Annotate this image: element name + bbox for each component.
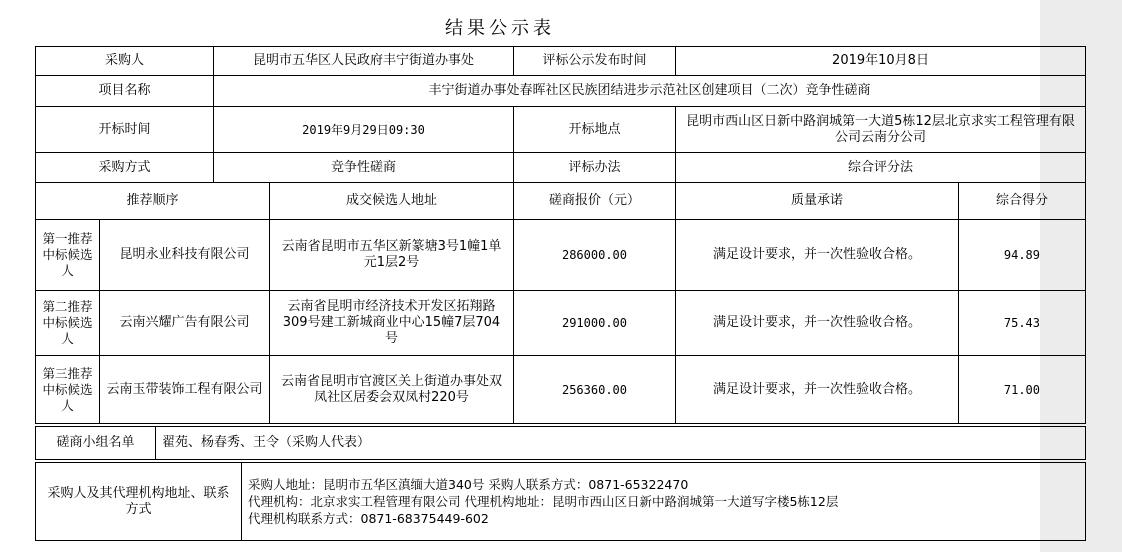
results-table <box>35 46 1086 424</box>
candidate-1-quality: 满足设计要求，并一次性验收合格。 <box>676 220 959 291</box>
contact-line-2: 代理机构：北京求实工程管理有限公司 代理机构地址：昆明市西山区日新中路润城第一大道写字楼5栋12层 <box>248 494 839 509</box>
candidate-2-name: 云南兴耀广告有限公司 <box>100 291 270 356</box>
method-label: 采购方式 <box>36 153 214 183</box>
candidate-3-quality: 满足设计要求，并一次性验收合格。 <box>676 356 959 423</box>
project-value: 丰宁街道办事处春晖社区民族团结进步示范社区创建项目（二次）竞争性磋商 <box>214 76 1085 107</box>
method-value: 竞争性磋商 <box>214 153 514 183</box>
eval-method-label: 评标办法 <box>514 153 676 183</box>
col-address-header: 成交候选人地址 <box>270 183 514 220</box>
col-price-header: 磋商报价（元） <box>514 183 676 220</box>
buyer-value: 昆明市五华区人民政府丰宁街道办事处 <box>214 47 514 76</box>
contact-line-1: 采购人地址：昆明市五华区滇缅大道340号 采购人联系方式：0871-65322470 <box>248 477 689 492</box>
open-place-label: 开标地点 <box>514 107 676 153</box>
candidate-1-address: 云南省昆明市五华区新篆塘3号1幢1单元1层2号 <box>270 220 514 291</box>
open-time-value: 2019年9月29日09:30 <box>214 107 514 153</box>
candidate-1-name: 昆明永业科技有限公司 <box>100 220 270 291</box>
contact-line-3: 代理机构联系方式：0871-68375449-602 <box>248 511 489 526</box>
panel-value: 翟苑、杨春秀、王令（采购人代表） <box>162 435 371 450</box>
col-rank-header: 推荐顺序 <box>36 183 270 220</box>
col-score-header: 综合得分 <box>959 183 1085 220</box>
panel-label: 磋商小组名单 <box>36 427 156 459</box>
candidate-3-rank: 第三推荐中标候选人 <box>36 356 100 423</box>
publish-time-value: 2019年10月8日 <box>676 47 1085 76</box>
contact-row <box>35 462 1086 541</box>
candidate-3-price: 256360.00 <box>514 356 676 423</box>
candidate-2-address: 云南省昆明市经济技术开发区拓翔路309号建工新城商业中心15幢7层704号 <box>270 291 514 356</box>
candidate-3-score: 71.00 <box>1003 382 1040 397</box>
candidate-2-score: 75.43 <box>959 291 1085 356</box>
panel-row <box>35 426 1086 460</box>
page-title: 结果公示表 <box>445 18 555 39</box>
candidate-3-name: 云南玉带装饰工程有限公司 <box>100 356 270 423</box>
project-label: 项目名称 <box>36 76 214 107</box>
candidate-3-address: 云南省昆明市官渡区关上街道办事处双凤社区居委会双凤村220号 <box>270 356 514 423</box>
buyer-label: 采购人 <box>36 47 214 76</box>
contact-details <box>242 463 1085 540</box>
eval-method-value: 综合评分法 <box>676 153 1085 183</box>
candidate-1-score: 94.89 <box>959 220 1085 291</box>
open-time-label: 开标时间 <box>36 107 214 153</box>
publish-time-label: 评标公示发布时间 <box>514 47 676 76</box>
candidate-1-price: 286000.00 <box>514 220 676 291</box>
open-place-value: 昆明市西山区日新中路润城第一大道5栋12层北京求实工程管理有限公司云南分公司 <box>676 107 1085 153</box>
candidate-2-price: 291000.00 <box>514 291 676 356</box>
contact-label: 采购人及其代理机构地址、联系方式 <box>36 463 242 540</box>
candidate-2-rank: 第二推荐中标候选人 <box>36 291 100 356</box>
candidate-1-rank: 第一推荐中标候选人 <box>36 220 100 291</box>
candidate-2-quality: 满足设计要求，并一次性验收合格。 <box>676 291 959 356</box>
col-quality-header: 质量承诺 <box>676 183 959 220</box>
